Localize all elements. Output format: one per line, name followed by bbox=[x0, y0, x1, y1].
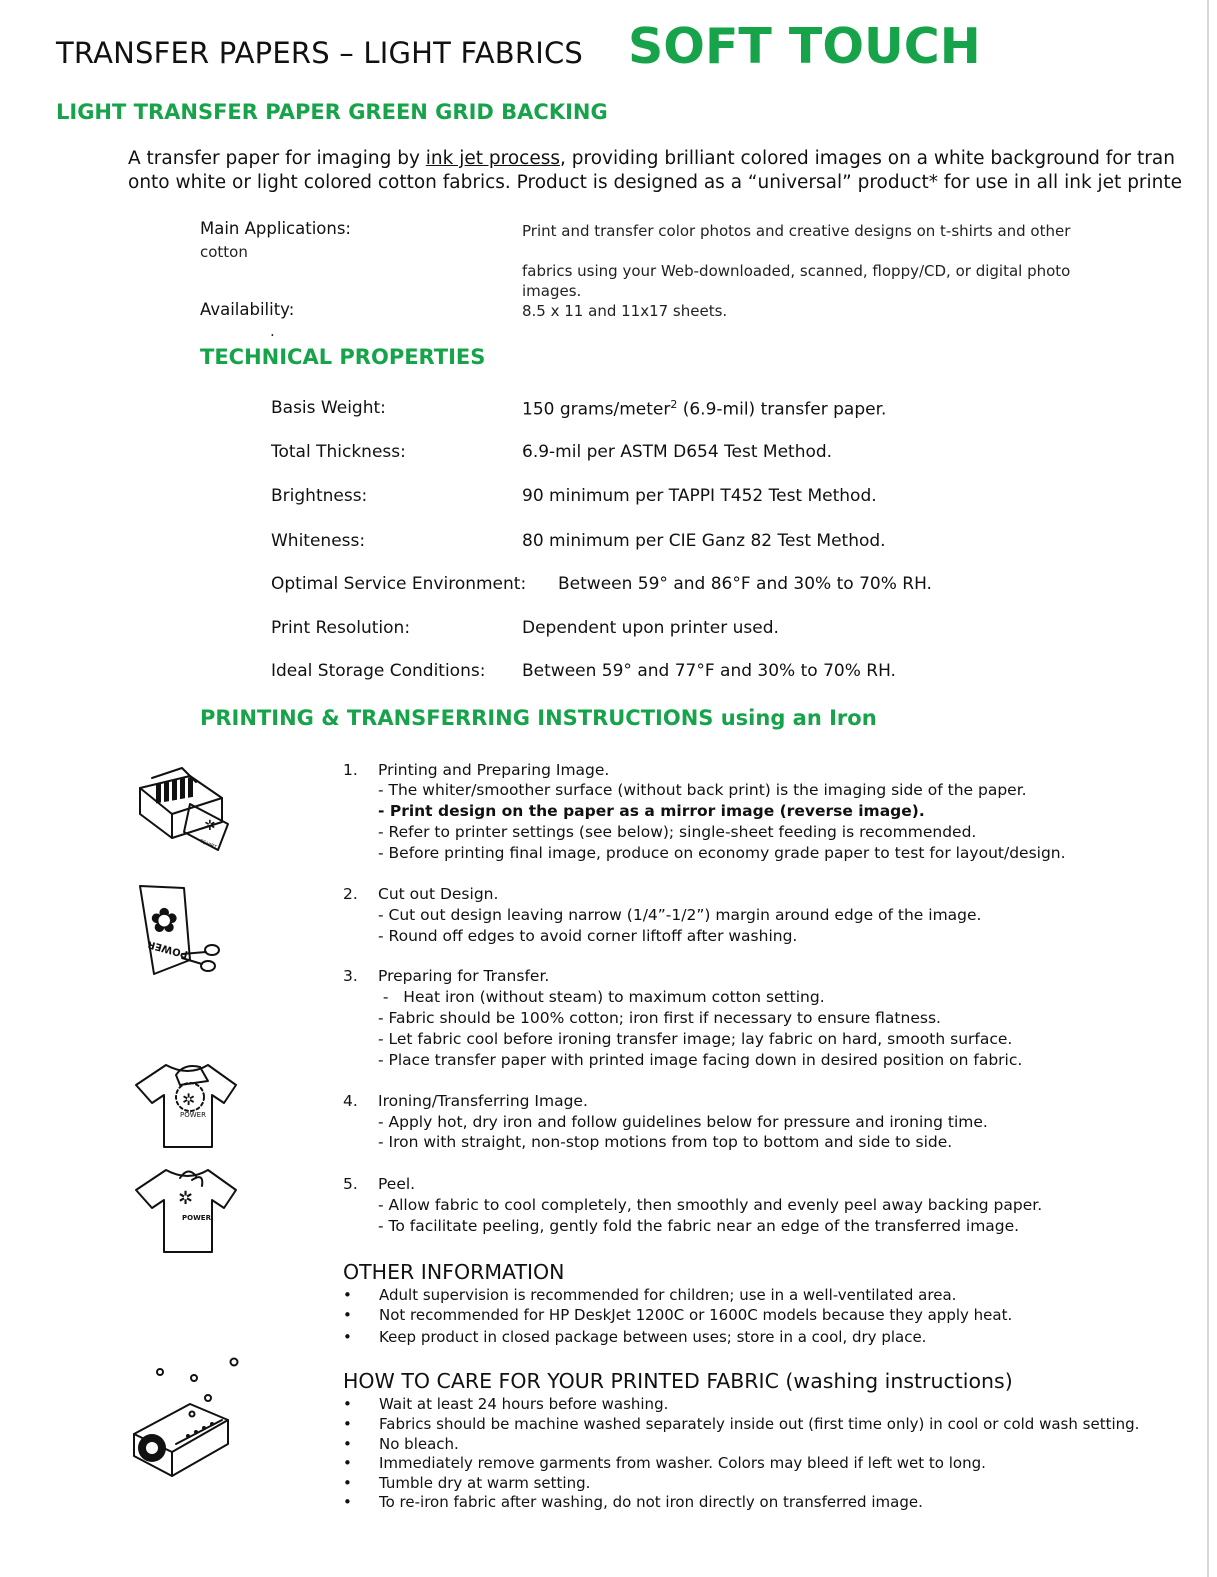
iron-on-shirt-icon bbox=[132, 1057, 244, 1153]
availability-label: Availability: bbox=[200, 300, 295, 319]
other-info-bullet-text: Not recommended for HP DeskJet 1200C or 1600C models because they apply heat. bbox=[379, 1306, 1013, 1324]
step-2-title: Cut out Design. bbox=[378, 885, 499, 903]
care-bullet-text: Fabrics should be machine washed separately inside out (first time only) in cool or cold wash setting. bbox=[379, 1415, 1140, 1433]
svg-text:✲: ✲ bbox=[178, 1188, 194, 1209]
care-bullet-2 bbox=[343, 1415, 1139, 1433]
other-info-title: OTHER INFORMATION bbox=[343, 1260, 565, 1284]
bullet-dot: • bbox=[343, 1306, 352, 1324]
tp-value-basis-weight bbox=[522, 398, 886, 420]
instructions-title: PRINTING & TRANSFERRING INSTRUCTIONS using an Iron bbox=[200, 706, 877, 730]
care-bullet-5 bbox=[343, 1474, 590, 1492]
care-bullet-text: Tumble dry at warm setting. bbox=[379, 1474, 591, 1492]
other-info-bullet-3 bbox=[343, 1328, 926, 1346]
bullet-dot: • bbox=[343, 1493, 352, 1511]
tp-value-print-resolution: Dependent upon printer used. bbox=[522, 618, 779, 638]
svg-text:✿: ✿ bbox=[150, 901, 179, 941]
applications-line-3: images. bbox=[522, 282, 582, 300]
step-3-line-1: - Heat iron (without steam) to maximum cotton setting. bbox=[378, 988, 825, 1006]
svg-text:✲: ✲ bbox=[204, 818, 216, 834]
step-2-line-1: - Cut out design leaving narrow (1/4”-1/2”) margin around edge of the image. bbox=[378, 906, 982, 924]
iron-on-shirt-icon-label: POWER bbox=[180, 1111, 206, 1119]
tp-value-thickness: 6.9-mil per ASTM D654 Test Method. bbox=[522, 442, 833, 462]
step-1-number: 1. bbox=[343, 761, 358, 779]
care-bullet-text: To re-iron fabric after washing, do not iron directly on transferred image. bbox=[379, 1493, 923, 1511]
care-bullet-4 bbox=[343, 1454, 986, 1472]
applications-label: Main Applications: bbox=[200, 219, 351, 238]
care-bullet-text: Wait at least 24 hours before washing. bbox=[379, 1395, 669, 1413]
care-bullet-text: No bleach. bbox=[379, 1435, 459, 1453]
tp-label-whiteness: Whiteness: bbox=[271, 531, 366, 551]
intro-text-cont: , providing brilliant colored images on a white background for tran bbox=[560, 148, 1175, 169]
bullet-dot: • bbox=[343, 1328, 352, 1346]
product-intro bbox=[128, 147, 1217, 195]
technical-properties-title: TECHNICAL PROPERTIES bbox=[200, 345, 486, 369]
care-bullet-3 bbox=[343, 1435, 459, 1453]
document-header-title: TRANSFER PAPERS – LIGHT FABRICS bbox=[56, 36, 584, 70]
care-title: HOW TO CARE FOR YOUR PRINTED FABRIC (washing instructions) bbox=[343, 1369, 1013, 1393]
intro-line-2: onto white or light colored cotton fabrics. Product is designed as a “universal” product* for use in all ink jet printe bbox=[128, 172, 1183, 193]
care-bullet-1 bbox=[343, 1395, 668, 1413]
tp-value-brightness: 90 minimum per TAPPI T452 Test Method. bbox=[522, 486, 877, 506]
step-5-title: Peel. bbox=[378, 1175, 416, 1193]
step-5-number: 5. bbox=[343, 1175, 358, 1193]
tp-value-basis-weight-sup: 2 bbox=[670, 398, 678, 411]
availability-value: 8.5 x 11 and 11x17 sheets. bbox=[522, 302, 728, 320]
applications-line-2: fabrics using your Web-downloaded, scanned, floppy/CD, or digital photo bbox=[522, 262, 1071, 280]
svg-text:✲: ✲ bbox=[182, 1090, 196, 1109]
step-1-line-1: - The whiter/smoother surface (without back print) is the imaging side of the paper. bbox=[378, 781, 1027, 799]
tp-value-storage: Between 59° and 77°F and 30% to 70% RH. bbox=[522, 661, 896, 681]
bullet-dot: • bbox=[343, 1435, 352, 1453]
tp-value-service-environment: Between 59° and 86°F and 30% to 70% RH. bbox=[558, 574, 932, 594]
intro-line-1 bbox=[128, 147, 1217, 171]
care-bullet-text: Immediately remove garments from washer. Colors may bleed if left wet to long. bbox=[379, 1454, 986, 1472]
step-1-line-4: - Before printing final image, produce on economy grade paper to test for layout/design. bbox=[378, 844, 1066, 862]
bullet-dot: • bbox=[343, 1395, 352, 1413]
other-info-bullet-1 bbox=[343, 1286, 956, 1304]
tp-label-storage: Ideal Storage Conditions: bbox=[271, 661, 486, 681]
bullet-dot: • bbox=[343, 1454, 352, 1472]
step-1-title: Printing and Preparing Image. bbox=[378, 761, 610, 779]
step-2-line-2: - Round off edges to avoid corner liftoff after washing. bbox=[378, 927, 798, 945]
tp-label-thickness: Total Thickness: bbox=[271, 442, 406, 462]
washing-machine-icon bbox=[130, 1352, 246, 1482]
tp-value-whiteness: 80 minimum per CIE Ganz 82 Test Method. bbox=[522, 531, 886, 551]
step-1-line-3: - Refer to printer settings (see below); single-sheet feeding is recommended. bbox=[378, 823, 977, 841]
care-bullet-6 bbox=[343, 1493, 923, 1511]
ink-jet-process-link[interactable]: ink jet process bbox=[425, 148, 561, 169]
other-info-bullet-2 bbox=[343, 1306, 1012, 1324]
step-3-line-3: - Let fabric cool before ironing transfer image; lay fabric on hard, smooth surface. bbox=[378, 1030, 1013, 1048]
product-title: LIGHT TRANSFER PAPER GREEN GRID BACKING bbox=[56, 100, 608, 124]
bullet-dot: • bbox=[343, 1286, 352, 1304]
brand-title: SOFT TOUCH bbox=[628, 18, 981, 75]
tp-label-basis-weight: Basis Weight: bbox=[271, 398, 386, 418]
step-5-line-2: - To facilitate peeling, gently fold the fabric near an edge of the transferred image. bbox=[378, 1217, 1020, 1235]
step-4-number: 4. bbox=[343, 1092, 358, 1110]
applications-label-continuation: cotton bbox=[200, 243, 248, 261]
step-3-title: Preparing for Transfer. bbox=[378, 967, 550, 985]
scissors-cut-icon bbox=[134, 880, 226, 980]
step-3-line-4: - Place transfer paper with printed image facing down in desired position on fabric. bbox=[378, 1051, 1023, 1069]
intro-text: A transfer paper for imaging by bbox=[128, 148, 426, 169]
page-edge-divider bbox=[1207, 0, 1209, 1577]
bullet-dot: • bbox=[343, 1415, 352, 1433]
stray-dot: . bbox=[270, 322, 275, 340]
tp-value-basis-weight-rest: (6.9-mil) transfer paper. bbox=[677, 399, 887, 420]
tp-label-service-environment: Optimal Service Environment: bbox=[271, 574, 527, 594]
peel-shirt-icon bbox=[132, 1162, 244, 1258]
tp-label-print-resolution: Print Resolution: bbox=[271, 618, 411, 638]
tp-value-basis-weight-text: 150 grams/meter bbox=[522, 399, 671, 420]
step-3-number: 3. bbox=[343, 967, 358, 985]
step-4-title: Ironing/Transferring Image. bbox=[378, 1092, 588, 1110]
bullet-dot: • bbox=[343, 1474, 352, 1492]
step-5-line-1: - Allow fabric to cool completely, then smoothly and evenly peel away backing paper. bbox=[378, 1196, 1043, 1214]
step-3-line-2: - Fabric should be 100% cotton; iron first if necessary to ensure flatness. bbox=[378, 1009, 941, 1027]
step-2-number: 2. bbox=[343, 885, 358, 903]
applications-line-1: Print and transfer color photos and creative designs on t-shirts and other bbox=[522, 222, 1071, 240]
step-1-line-2: - Print design on the paper as a mirror image (reverse image). bbox=[378, 802, 925, 820]
other-info-bullet-text: Keep product in closed package between uses; store in a cool, dry place. bbox=[379, 1328, 927, 1346]
scissors-cut-icon-label: POWER bbox=[146, 938, 190, 960]
peel-shirt-icon-label: POWER bbox=[182, 1214, 211, 1222]
tp-label-brightness: Brightness: bbox=[271, 486, 368, 506]
other-info-bullet-text: Adult supervision is recommended for children; use in a well-ventilated area. bbox=[379, 1286, 957, 1304]
printer-icon-label: TSHIRT bbox=[198, 838, 218, 851]
printer-icon bbox=[130, 758, 240, 854]
step-4-line-2: - Iron with straight, non-stop motions from top to bottom and side to side. bbox=[378, 1133, 953, 1151]
step-4-line-1: - Apply hot, dry iron and follow guidelines below for pressure and ironing time. bbox=[378, 1113, 988, 1131]
